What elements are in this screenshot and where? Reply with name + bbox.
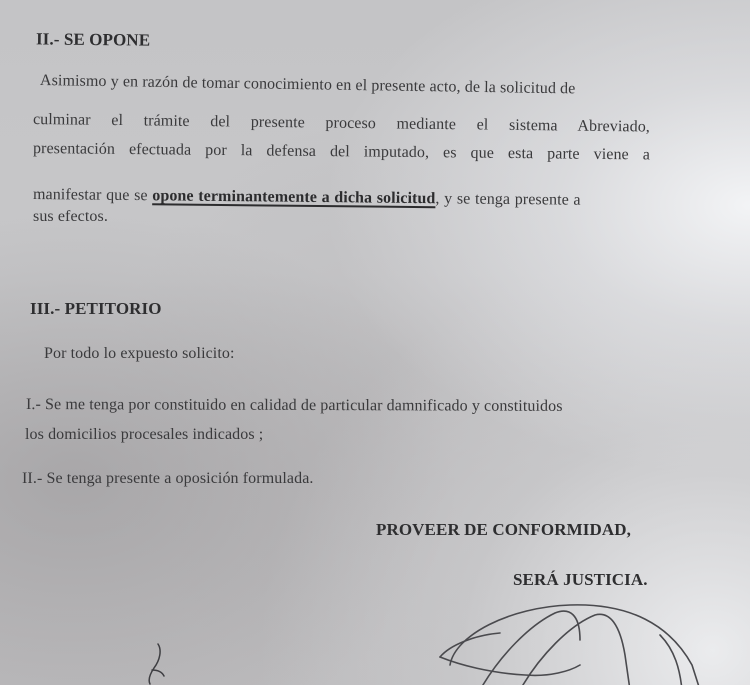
paragraph-line-1: Asimismo y en razón de tomar conocimiento en el presente acto, de la solicitud de xyxy=(39,72,576,98)
signature-scribble xyxy=(430,595,730,685)
handwritten-mark xyxy=(140,640,170,685)
section-iii-heading: III.- PETITORIO xyxy=(30,299,162,318)
closing-line-2: SERÁ JUSTICIA. xyxy=(513,570,648,589)
petitorio-intro: Por todo lo expuesto solicito: xyxy=(44,345,235,362)
paragraph-line-2: culminar el trámite del presente proceso mediante el sistema Abreviado, xyxy=(32,111,651,136)
section-ii-heading: II.- SE OPONE xyxy=(35,29,151,50)
petitorio-item-1-line-1: I.- Se me tenga por constituido en calidad de particular damnificado y constituidos xyxy=(25,396,563,415)
paragraph-line-3: presentación efectuada por la defensa del imputado, es que esta parte viene a xyxy=(32,140,651,164)
closing-line-1: PROVEER DE CONFORMIDAD, xyxy=(376,520,631,539)
paragraph-line-5: sus efectos. xyxy=(33,208,108,225)
petitorio-item-2: II.- Se tenga presente a oposición formulada. xyxy=(22,470,314,487)
paragraph-line-4 xyxy=(33,186,581,210)
petitorio-item-1-line-2: los domicilios procesales indicados ; xyxy=(25,426,264,443)
opposition-emphasis: opone terminantemente a dicha solicitud xyxy=(152,187,436,208)
paragraph-line-4-prefix: manifestar que se xyxy=(32,186,153,205)
paragraph-line-4-suffix: , y se tenga presente a xyxy=(435,190,581,209)
